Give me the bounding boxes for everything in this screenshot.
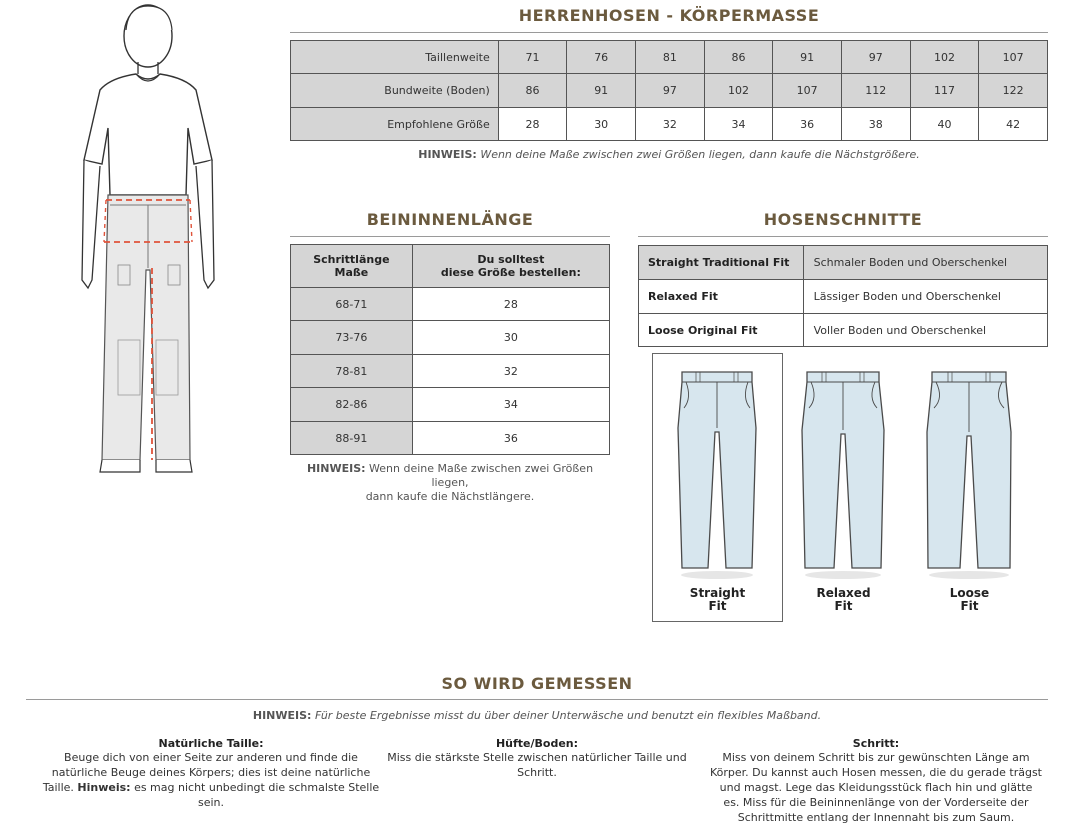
inseam-title: BEININNENLÄNGE: [366, 210, 534, 229]
cell: 81: [636, 41, 705, 74]
cell: 40: [910, 108, 979, 141]
cell: 122: [979, 74, 1048, 108]
body-sizes-note: [290, 148, 1048, 161]
table-row: [639, 246, 1048, 280]
cell: 36: [773, 108, 842, 141]
cell: 30: [412, 321, 609, 355]
row-label: Bundweite (Boden): [291, 74, 499, 108]
cell: 30: [567, 108, 636, 141]
straight-fit-caption: Straight Fit: [689, 586, 746, 613]
cell: 117: [910, 74, 979, 108]
note-label: HINWEIS:: [252, 709, 312, 722]
table-row: [291, 321, 610, 355]
cell: 91: [773, 41, 842, 74]
table-row: [291, 422, 610, 455]
body-sizes-table: [290, 40, 1048, 141]
cell: 86: [498, 74, 567, 108]
measure-title: SO WIRD GEMESSEN: [441, 674, 633, 693]
inseam-heading: Schritt:: [852, 737, 900, 750]
cell: 102: [704, 74, 773, 108]
cell: 38: [841, 108, 910, 141]
fit-desc: Lässiger Boden und Oberschenkel: [803, 280, 1047, 314]
cell: 36: [412, 422, 609, 455]
cell: 107: [773, 74, 842, 108]
table-row: [639, 280, 1048, 314]
cell: 86: [704, 41, 773, 74]
body-measurement-figure: [70, 0, 230, 480]
cell: 28: [412, 288, 609, 321]
cell: 76: [567, 41, 636, 74]
cell: 97: [636, 74, 705, 108]
pants-shape: [102, 195, 190, 460]
cell: 91: [567, 74, 636, 108]
note-text: Für beste Ergebnisse misst du über deiner Unterwäsche und benutzt ein flexibles Maßband.: [314, 709, 822, 722]
loose-fit-pants-icon: [924, 368, 1014, 582]
fit-name: Loose Original Fit: [639, 314, 804, 347]
row-label: Empfohlene Größe: [291, 108, 499, 141]
fit-desc: Schmaler Boden und Oberschenkel: [803, 246, 1047, 280]
cell: 78-81: [291, 355, 413, 388]
fit-name: Straight Traditional Fit: [639, 246, 804, 280]
cell: 32: [636, 108, 705, 141]
cell: 97: [841, 41, 910, 74]
table-row: [291, 108, 1048, 141]
fit-desc: Voller Boden und Oberschenkel: [803, 314, 1047, 347]
fits-title: HOSENSCHNITTE: [763, 210, 923, 229]
cell: 73-76: [291, 321, 413, 355]
table-row: [291, 41, 1048, 74]
inseam-instructions: Schritt: Miss von deinem Schritt bis zur gewünschten Länge am Körper. Du kannst auch Hosen messen, die du gerade trägst und magst. Lege das Kleidungsstück flach hin und glätte es. Miss für die Beininnenlänge von der Vorderseite der Schrittmitte entlang der Innennaht bis zum Saum.: [695, 737, 1057, 825]
cell: 28: [498, 108, 567, 141]
table-row: [291, 288, 610, 321]
cell: 68-71: [291, 288, 413, 321]
hip-heading: Hüfte/Boden:: [495, 737, 579, 750]
straight-fit-pants-icon: [672, 368, 762, 582]
table-row: [639, 314, 1048, 347]
cell: 42: [979, 108, 1048, 141]
table-row: [291, 388, 610, 422]
fit-name: Relaxed Fit: [639, 280, 804, 314]
col-header-size: Du solltest diese Größe bestellen:: [412, 245, 609, 288]
note-text: Wenn deine Maße zwischen zwei Größen liegen, dann kaufe die Nächstgrößere.: [480, 148, 920, 161]
shirt-shape: [84, 74, 212, 195]
cell: 71: [498, 41, 567, 74]
cell: 88-91: [291, 422, 413, 455]
inseam-table: [290, 244, 610, 455]
col-header-inseam: Schrittlänge Maße: [291, 245, 413, 288]
measure-note: [26, 709, 1048, 722]
table-header-row: [291, 245, 610, 288]
table-row: [291, 74, 1048, 108]
note-label: HINWEIS:: [418, 148, 477, 161]
inseam-note: HINWEIS: Wenn deine Maße zwischen zwei Größen liegen, dann kaufe die Nächstlängere.: [306, 462, 594, 503]
cell: 112: [841, 74, 910, 108]
row-label: Taillenweite: [291, 41, 499, 74]
hip-instructions: Hüfte/Boden: Miss die stärkste Stelle zwischen natürlicher Taille und Schritt.: [356, 737, 718, 780]
cell: 102: [910, 41, 979, 74]
cell: 82-86: [291, 388, 413, 422]
cell: 107: [979, 41, 1048, 74]
cell: 34: [412, 388, 609, 422]
relaxed-fit-caption: Relaxed Fit: [816, 586, 871, 613]
relaxed-fit-pants-icon: [798, 368, 888, 582]
fits-table: [638, 245, 1048, 347]
cell: 34: [704, 108, 773, 141]
body-sizes-title: HERRENHOSEN - KÖRPERMASSE: [518, 6, 820, 25]
table-row: [291, 355, 610, 388]
waist-instructions: Natürliche Taille: Beuge dich von einer Seite zur anderen und finde die natürliche Beuge deines Körpers; dies ist deine natürliche Taille. Hinweis: es mag nicht unbedingt die schmalste Stelle sein.: [30, 737, 392, 810]
cell: 32: [412, 355, 609, 388]
loose-fit-caption: Loose Fit: [949, 586, 990, 613]
note-label: HINWEIS:: [306, 462, 366, 475]
waist-heading: Natürliche Taille:: [158, 737, 264, 750]
